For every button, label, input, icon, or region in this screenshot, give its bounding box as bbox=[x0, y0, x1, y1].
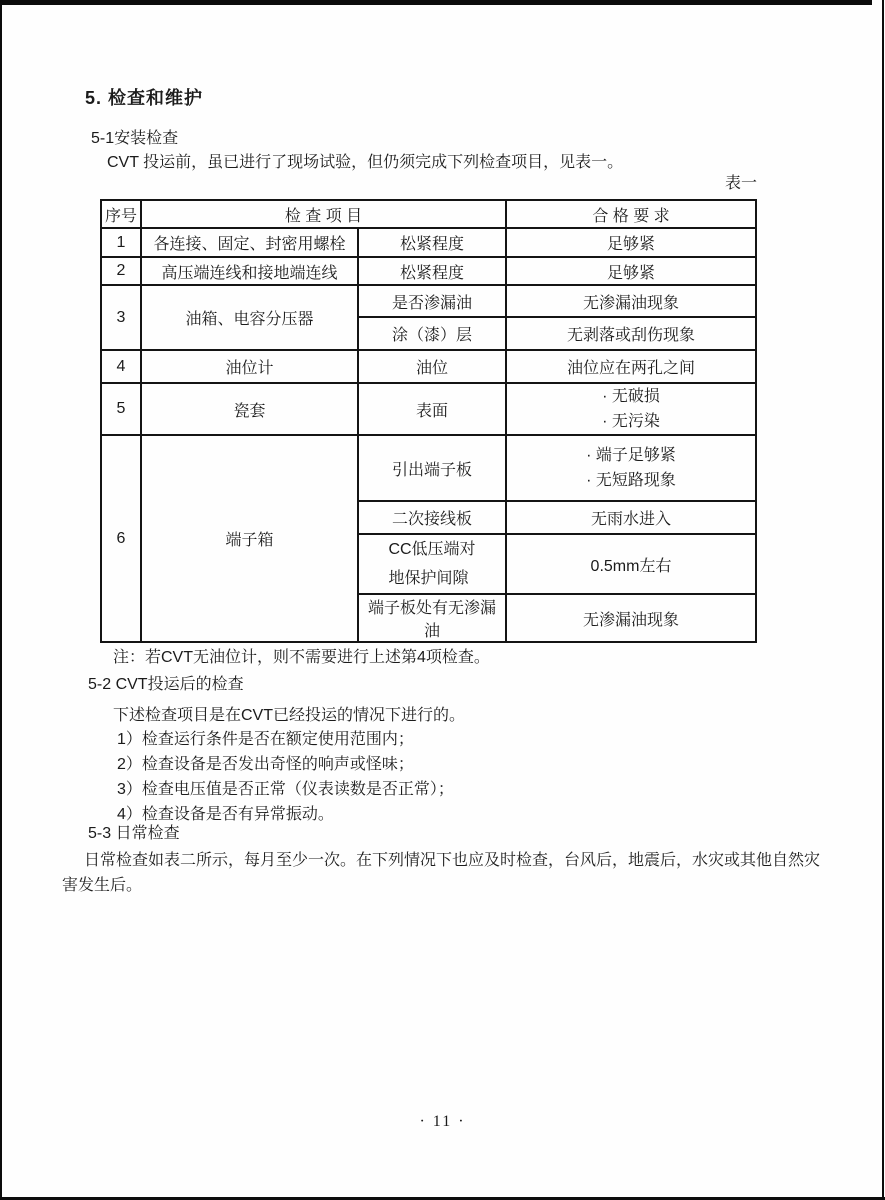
cell-subitem: 二次接线板 bbox=[358, 501, 506, 534]
cell-subitem: 涂（漆）层 bbox=[358, 317, 506, 350]
cell-requirement: 0.5mm左右 bbox=[506, 534, 756, 594]
cell-item: 瓷套 bbox=[141, 383, 358, 435]
cell-requirement: 无渗漏油现象 bbox=[506, 594, 756, 642]
table-row bbox=[101, 228, 756, 257]
cell-requirement bbox=[506, 383, 756, 435]
cell-item: 油箱、电容分压器 bbox=[141, 285, 358, 350]
check-list-item: 2）检查设备是否发出奇怪的响声或怪味； bbox=[117, 756, 414, 773]
subsection-5-1-intro: CVT 投运前，虽已进行了现场试验，但仍须完成下列检查项目，见表一。 bbox=[107, 154, 624, 171]
check-list bbox=[117, 727, 454, 827]
cell-requirement: 足够紧 bbox=[506, 228, 756, 257]
col-header-no: 序号 bbox=[101, 200, 141, 228]
check-list-item: 1）检查运行条件是否在额定使用范围内； bbox=[117, 731, 414, 748]
subsection-5-3-heading: 5-3 日常检查 bbox=[88, 825, 180, 842]
col-header-requirement: 合 格 要 求 bbox=[506, 200, 756, 228]
table-row bbox=[101, 435, 756, 501]
cell-item: 油位计 bbox=[141, 350, 358, 383]
cell-requirement: 油位应在两孔之间 bbox=[506, 350, 756, 383]
table-caption: 表一 bbox=[724, 175, 757, 192]
subsection-5-3-paragraph: 日常检查如表二所示，每月至少一次。在下列情况下也应及时检查，台风后，地震后，水灾或其他自然灾害发生后。 bbox=[62, 852, 821, 894]
cell-requirement: 无剥落或刮伤现象 bbox=[506, 317, 756, 350]
table-header-row bbox=[101, 200, 756, 228]
subsection-5-2-heading: 5-2 CVT投运后的检查 bbox=[88, 676, 244, 693]
subitem-line: 地保护间隙 bbox=[388, 570, 469, 587]
cell-no: 3 bbox=[101, 285, 141, 350]
cell-item: 高压端连线和接地端连线 bbox=[141, 257, 358, 285]
subitem-line: CC低压端对 bbox=[388, 541, 476, 558]
check-list-item: 3）检查电压值是否正常（仪表读数是否正常）； bbox=[117, 781, 454, 798]
cell-item: 各连接、固定、封密用螺栓 bbox=[141, 228, 358, 257]
table-row bbox=[101, 257, 756, 285]
cell-subitem: 油位 bbox=[358, 350, 506, 383]
cell-no: 5 bbox=[101, 383, 141, 435]
col-header-item: 检 查 项 目 bbox=[141, 200, 506, 228]
table-row bbox=[101, 350, 756, 383]
cell-subitem: 松紧程度 bbox=[358, 228, 506, 257]
table-note: 注：若CVT无油位计，则不需要进行上述第4项检查。 bbox=[113, 649, 490, 666]
scan-edge-left bbox=[0, 0, 2, 1200]
requirement-line: · 无破损 bbox=[602, 388, 660, 405]
cell-requirement: 无雨水进入 bbox=[506, 501, 756, 534]
requirement-line: · 无污染 bbox=[602, 413, 660, 430]
cell-subitem: 松紧程度 bbox=[358, 257, 506, 285]
cell-no: 2 bbox=[101, 257, 141, 285]
cell-subitem: 表面 bbox=[358, 383, 506, 435]
cell-no: 6 bbox=[101, 435, 141, 642]
cell-requirement: 足够紧 bbox=[506, 257, 756, 285]
cell-no: 1 bbox=[101, 228, 141, 257]
cell-subitem: 引出端子板 bbox=[358, 435, 506, 501]
scan-edge-top bbox=[0, 0, 872, 5]
subsection-5-1-heading: 5-1安装检查 bbox=[91, 130, 179, 147]
subsection-5-2-intro: 下述检查项目是在CVT已经投运的情况下进行的。 bbox=[113, 707, 466, 724]
page-number: · 11 · bbox=[419, 1113, 466, 1130]
cell-subitem: 是否渗漏油 bbox=[358, 285, 506, 317]
table-row bbox=[101, 383, 756, 435]
inspection-table bbox=[100, 199, 757, 643]
scan-edge-right bbox=[882, 0, 884, 1200]
cell-subitem: 端子板处有无渗漏油 bbox=[358, 594, 506, 642]
table-row bbox=[101, 285, 756, 317]
cell-requirement bbox=[506, 435, 756, 501]
cell-no: 4 bbox=[101, 350, 141, 383]
requirement-line: · 无短路现象 bbox=[586, 472, 676, 489]
cell-item: 端子箱 bbox=[141, 435, 358, 642]
cell-subitem bbox=[358, 534, 506, 594]
cell-requirement: 无渗漏油现象 bbox=[506, 285, 756, 317]
check-list-item: 4）检查设备是否有异常振动。 bbox=[117, 806, 334, 823]
section-title: 5. 检查和维护 bbox=[85, 88, 204, 108]
requirement-line: · 端子足够紧 bbox=[586, 447, 676, 464]
